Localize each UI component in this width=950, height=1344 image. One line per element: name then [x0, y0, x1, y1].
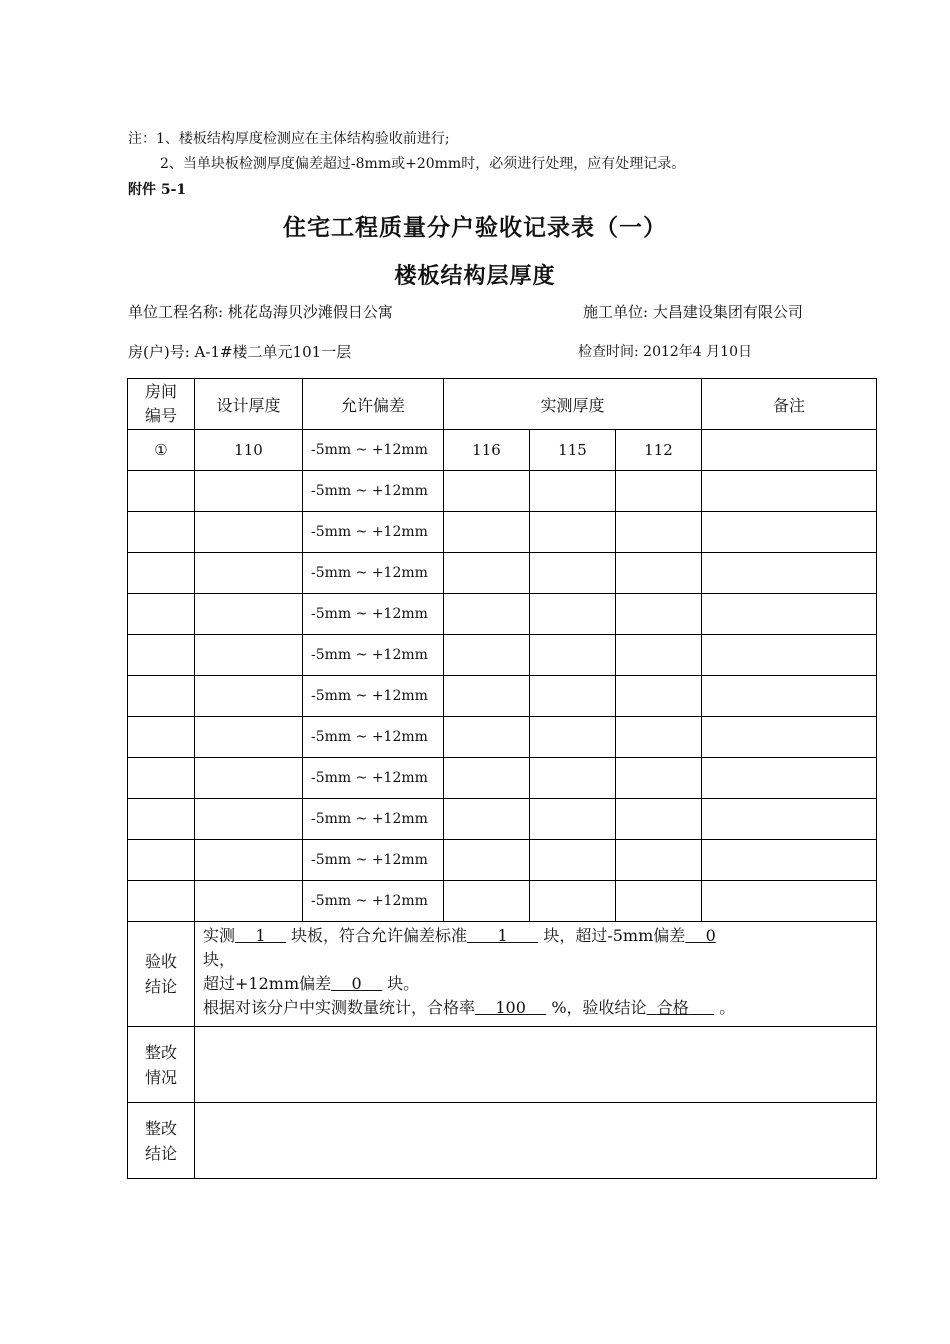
table-row — [128, 635, 877, 676]
measured-3-cell — [616, 471, 702, 512]
contractor-value: 大昌建设集团有限公司 — [652, 303, 803, 321]
header-room-no: 房间编号 — [128, 379, 195, 430]
rectification-label: 整改情况 — [128, 1027, 195, 1103]
measured-1-cell: 116 — [444, 430, 530, 471]
measured-3-cell — [616, 553, 702, 594]
unit-field — [128, 301, 393, 322]
note-line-1: 注：1、楼板结构厚度检测应在主体结构验收前进行; — [128, 131, 450, 147]
design-thickness-cell — [195, 758, 303, 799]
header-remarks: 备注 — [702, 379, 877, 430]
measured-1-cell — [444, 881, 530, 922]
design-thickness-cell — [195, 594, 303, 635]
allowed-deviation-cell: -5mm ~ +12mm — [303, 553, 444, 594]
measured-3-cell — [616, 717, 702, 758]
measured-2-cell: 115 — [530, 430, 616, 471]
rectification-row — [128, 1027, 877, 1103]
table-row — [128, 430, 877, 471]
measured-2-cell — [530, 881, 616, 922]
allowed-deviation-cell: -5mm ~ +12mm — [303, 471, 444, 512]
measured-3-cell — [616, 758, 702, 799]
contractor-label: 施工单位: — [583, 303, 649, 321]
rectification-conclusion-label: 整改结论 — [128, 1103, 195, 1179]
design-thickness-cell: 110 — [195, 430, 303, 471]
allowed-deviation-cell: -5mm ~ +12mm — [303, 881, 444, 922]
measured-2-cell — [530, 840, 616, 881]
conclusion-text — [195, 922, 877, 1027]
measured-1-cell — [444, 512, 530, 553]
rectification-content — [195, 1027, 877, 1103]
conclusion-text-2: 块板，符合允许偏差标准 — [290, 926, 467, 945]
room-no-cell — [128, 471, 195, 512]
allowed-deviation-cell: -5mm ~ +12mm — [303, 799, 444, 840]
room-no-cell — [128, 512, 195, 553]
allowed-deviation-cell: -5mm ~ +12mm — [303, 635, 444, 676]
conclusion-text-1: 实测 — [203, 926, 236, 945]
rectification-conclusion-content — [195, 1103, 877, 1179]
table-row — [128, 717, 877, 758]
table-row — [128, 512, 877, 553]
allowed-deviation-cell: -5mm ~ +12mm — [303, 840, 444, 881]
measured-2-cell — [530, 553, 616, 594]
conclusion-text-9: 。 — [719, 998, 736, 1017]
remark-cell — [702, 594, 877, 635]
room-no-cell — [128, 840, 195, 881]
remark-cell — [702, 881, 877, 922]
design-thickness-cell — [195, 635, 303, 676]
measured-3-cell — [616, 594, 702, 635]
room-no-cell — [128, 553, 195, 594]
measured-2-cell — [530, 512, 616, 553]
document-title: 住宅工程质量分户验收记录表（一） — [283, 215, 667, 241]
room-no-cell — [128, 635, 195, 676]
measured-2-cell — [530, 799, 616, 840]
date-value: 2012年4 月10日 — [643, 344, 752, 360]
measured-1-cell — [444, 840, 530, 881]
room-no-cell — [128, 594, 195, 635]
remark-cell — [702, 553, 877, 594]
measured-3-cell: 112 — [616, 430, 702, 471]
room-field — [128, 341, 351, 362]
design-thickness-cell — [195, 799, 303, 840]
room-no-cell — [128, 717, 195, 758]
document-subtitle: 楼板结构层厚度 — [394, 264, 556, 289]
measured-3-cell — [616, 512, 702, 553]
room-no-cell — [128, 758, 195, 799]
date-label: 检查时间: — [578, 344, 639, 360]
header-allowed-deviation: 允许偏差 — [303, 379, 444, 430]
allowed-deviation-cell: -5mm ~ +12mm — [303, 430, 444, 471]
room-no-cell: ① — [128, 430, 195, 471]
table-row — [128, 758, 877, 799]
measured-3-cell — [616, 881, 702, 922]
conclusion-label: 验收结论 — [128, 922, 195, 1027]
note-line-2: 2、当单块板检测厚度偏差超过-8mm或+20mm时，必须进行处理，应有处理记录。 — [160, 156, 686, 172]
conclusion-text-7: 根据对该分户中实测数量统计，合格率 — [203, 998, 476, 1017]
pass-rate: 100 — [495, 998, 526, 1017]
measured-2-cell — [530, 635, 616, 676]
allowed-deviation-cell: -5mm ~ +12mm — [303, 676, 444, 717]
measured-1-cell — [444, 799, 530, 840]
room-no-cell — [128, 799, 195, 840]
design-thickness-cell — [195, 881, 303, 922]
remark-cell — [702, 471, 877, 512]
measured-2-cell — [530, 594, 616, 635]
room-label: 房(户)号: — [128, 343, 190, 361]
conclusion-text-5: 超过+12mm偏差 — [203, 974, 332, 993]
allowed-deviation-cell: -5mm ~ +12mm — [303, 758, 444, 799]
remark-cell — [702, 758, 877, 799]
design-thickness-cell — [195, 553, 303, 594]
measured-1-cell — [444, 594, 530, 635]
table-row — [128, 881, 877, 922]
remark-cell — [702, 717, 877, 758]
room-value: A-1#楼二单元101一层 — [194, 343, 352, 361]
date-field — [578, 341, 752, 361]
design-thickness-cell — [195, 676, 303, 717]
measured-3-cell — [616, 635, 702, 676]
design-thickness-cell — [195, 840, 303, 881]
measured-2-cell — [530, 676, 616, 717]
room-no-cell — [128, 881, 195, 922]
design-thickness-cell — [195, 512, 303, 553]
inspection-table — [127, 378, 877, 1179]
measured-count: 1 — [255, 926, 266, 945]
table-row — [128, 471, 877, 512]
remark-cell — [702, 430, 877, 471]
remark-cell — [702, 840, 877, 881]
table-row — [128, 840, 877, 881]
conclusion-text-4: 块， — [203, 950, 236, 969]
measured-3-cell — [616, 840, 702, 881]
measured-1-cell — [444, 676, 530, 717]
attachment-label: 附件 5-1 — [128, 182, 187, 198]
conclusion-text-6: 块。 — [387, 974, 420, 993]
measured-1-cell — [444, 758, 530, 799]
room-no-cell — [128, 676, 195, 717]
remark-cell — [702, 676, 877, 717]
remark-cell — [702, 635, 877, 676]
header-design-thickness: 设计厚度 — [195, 379, 303, 430]
table-header-row — [128, 379, 877, 430]
table-row — [128, 553, 877, 594]
over-plus-count: 0 — [351, 974, 362, 993]
table-row — [128, 594, 877, 635]
unit-label: 单位工程名称: — [128, 303, 224, 321]
conform-count: 1 — [497, 926, 508, 945]
header-measured-thickness: 实测厚度 — [444, 379, 702, 430]
conclusion-row — [128, 922, 877, 1027]
result-value: 合格 — [656, 998, 689, 1017]
table-row — [128, 676, 877, 717]
measured-2-cell — [530, 758, 616, 799]
design-thickness-cell — [195, 471, 303, 512]
unit-value: 桃花岛海贝沙滩假日公寓 — [227, 303, 393, 321]
allowed-deviation-cell: -5mm ~ +12mm — [303, 594, 444, 635]
measured-2-cell — [530, 471, 616, 512]
remark-cell — [702, 512, 877, 553]
allowed-deviation-cell: -5mm ~ +12mm — [303, 717, 444, 758]
measured-1-cell — [444, 635, 530, 676]
measured-1-cell — [444, 553, 530, 594]
conclusion-text-3: 块，超过-5mm偏差 — [543, 926, 686, 945]
over-minus-count: 0 — [705, 926, 716, 945]
conclusion-text-8: %，验收结论 — [551, 998, 647, 1017]
remark-cell — [702, 799, 877, 840]
contractor-field — [583, 301, 803, 322]
measured-3-cell — [616, 676, 702, 717]
measured-3-cell — [616, 799, 702, 840]
allowed-deviation-cell: -5mm ~ +12mm — [303, 512, 444, 553]
measured-2-cell — [530, 717, 616, 758]
design-thickness-cell — [195, 717, 303, 758]
measured-1-cell — [444, 471, 530, 512]
table-row — [128, 799, 877, 840]
measured-1-cell — [444, 717, 530, 758]
rectification-conclusion-row — [128, 1103, 877, 1179]
